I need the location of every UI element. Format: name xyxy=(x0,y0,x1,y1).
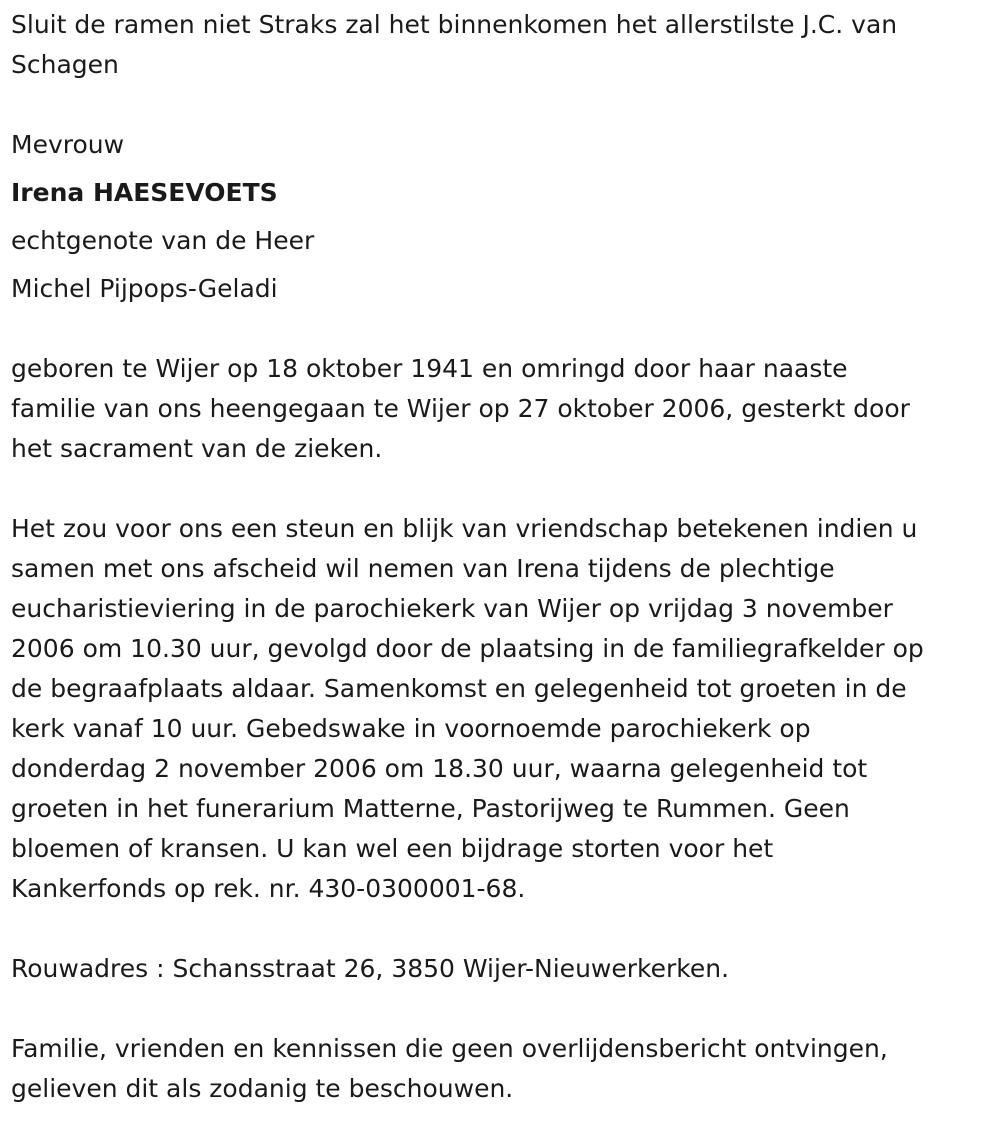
salutation: Mevrouw xyxy=(11,130,125,159)
ceremony-line: donderdag 2 november 2006 om 18.30 uur, waarna gelegenheid tot xyxy=(11,754,868,783)
ceremony-line: kerk vanaf 10 uur. Gebedswake in voornoemde parochiekerk op xyxy=(11,714,811,743)
ceremony-line: eucharistieviering in de parochiekerk van Wijer op vrijdag 3 november xyxy=(11,594,893,623)
ceremony-line: 2006 om 10.30 uur, gevolgd door de plaatsing in de familiegrafkelder op xyxy=(11,634,924,663)
quote-line-1: Sluit de ramen niet Straks zal het binnenkomen het allerstilste J.C. van xyxy=(11,10,898,39)
deceased-name: Irena HAESEVOETS xyxy=(11,178,278,207)
ceremony-line: samen met ons afscheid wil nemen van Irena tijdens de plechtige xyxy=(11,554,835,583)
birth-death-line: geboren te Wijer op 18 oktober 1941 en omringd door haar naaste xyxy=(11,354,848,383)
closing-line: gelieven dit als zodanig te beschouwen. xyxy=(11,1074,514,1103)
ceremony-line: Kankerfonds op rek. nr. 430-0300001-68. xyxy=(11,874,526,903)
ceremony-line: Het zou voor ons een steun en blijk van vriendschap betekenen indien u xyxy=(11,514,918,543)
mourning-address: Rouwadres : Schansstraat 26, 3850 Wijer-Nieuwerkerken. xyxy=(11,954,730,983)
ceremony-line: groeten in het funerarium Matterne, Pastorijweg te Rummen. Geen xyxy=(11,794,850,823)
spouse-name: Michel Pijpops-Geladi xyxy=(11,274,278,303)
ceremony-line: bloemen of kransen. U kan wel een bijdrage storten voor het xyxy=(11,834,774,863)
relation-text: echtgenote van de Heer xyxy=(11,226,315,255)
closing-line: Familie, vrienden en kennissen die geen overlijdensbericht ontvingen, xyxy=(11,1034,888,1063)
quote-line-2: Schagen xyxy=(11,50,119,79)
ceremony-line: de begraafplaats aldaar. Samenkomst en gelegenheid tot groeten in de xyxy=(11,674,907,703)
birth-death-line: het sacrament van de zieken. xyxy=(11,434,383,463)
birth-death-line: familie van ons heengegaan te Wijer op 27 oktober 2006, gesterkt door xyxy=(11,394,910,423)
